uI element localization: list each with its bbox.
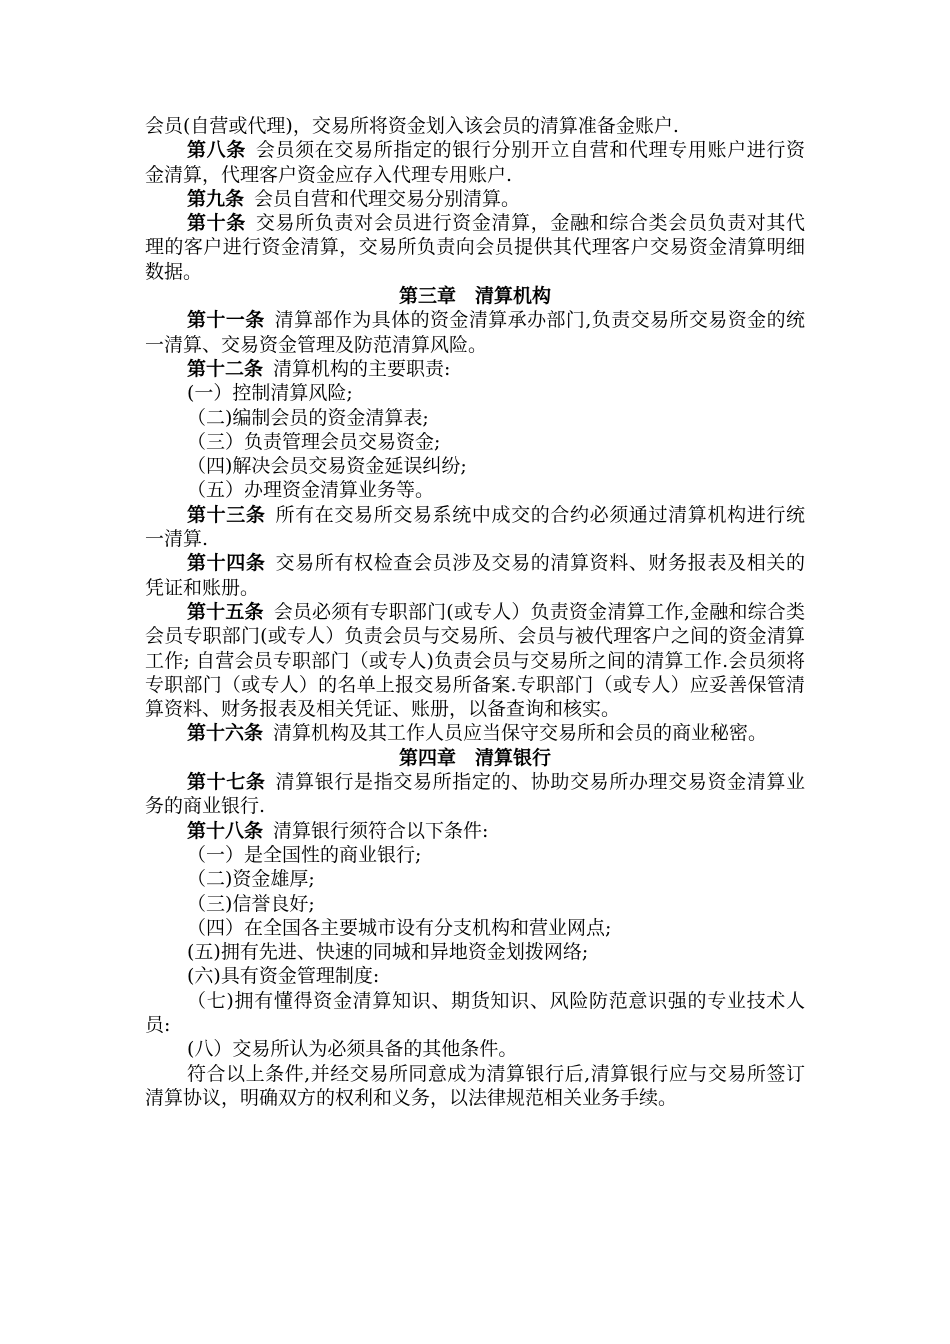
chapter-heading: 第四章 清算银行 — [398, 746, 551, 769]
article-10 — [145, 211, 805, 284]
article-text: 清算银行须符合以下条件: — [273, 819, 489, 842]
closing-paragraph: 符合以上条件,并经交易所同意成为清算银行后,清算银行应与交易所签订清算协议，明确双方的权利和义务，以法律规范相关业务手续。 — [145, 1062, 805, 1109]
article-label: 第十条 — [187, 212, 246, 235]
article-text: 清算银行是指交易所指定的、协助交易所办理交易资金清算业务的商业银行. — [145, 771, 805, 818]
article-label: 第九条 — [187, 187, 245, 210]
article-text: 清算机构及其工作人员应当保守交易所和会员的商业秘密。 — [273, 722, 768, 745]
article-label: 第十一条 — [187, 309, 265, 332]
article-label: 第十四条 — [187, 552, 266, 575]
article-text: 交易所负责对会员进行资金清算，金融和综合类会员负责对其代理的客户进行资金清算，交易所负责向会员提供其代理客户交易资金清算明细数据。 — [145, 212, 805, 283]
article-label: 第十三条 — [187, 503, 266, 526]
list-item: （一）是全国性的商业银行; — [187, 843, 422, 866]
article-15 — [145, 600, 805, 721]
article-8 — [145, 138, 805, 187]
list-item: （二)资金雄厚; — [187, 868, 315, 891]
lead-paragraph: 会员(自营或代理)，交易所将资金划入该会员的清算准备金账户. — [145, 115, 679, 137]
article-label: 第十六条 — [187, 722, 264, 745]
article-text: 交易所有权检查会员涉及交易的清算资料、财务报表及相关的凭证和账册。 — [145, 552, 805, 599]
article-label: 第十八条 — [187, 819, 264, 842]
list-item: （二)编制会员的资金清算表; — [187, 406, 429, 429]
list-item: （五）办理资金清算业务等。 — [187, 479, 435, 502]
article-text: 会员须在交易所指定的银行分别开立自营和代理专用账户进行资金清算，代理客户资金应存入代理专用账户. — [145, 139, 805, 186]
chapter-heading: 第三章 清算机构 — [398, 285, 551, 308]
article-label: 第十二条 — [187, 357, 264, 380]
list-item: (一）控制清算风险; — [187, 382, 353, 405]
article-label: 第十五条 — [187, 600, 264, 623]
article-text: 所有在交易所交易系统中成交的合约必须通过清算机构进行统一清算. — [145, 503, 805, 551]
document-body — [145, 114, 805, 1110]
article-label: 第十七条 — [187, 771, 266, 794]
article-text: 会员必须有专职部门(或专人）负责资金清算工作,金融和综合类会员专职部门(或专人）负责会员与交易所、会员与被代理客户之间的资金清算工作; 自营会员专职部门（或专人)负责会员与交易所之间的清算工作.会员须将专职部门（或专人）的名单上报交易所备案.专职部门（或专人）应妥善保管清算资料、财务报表及相关凭证、账册，以备查询和核实。 — [145, 600, 805, 721]
list-item: （三)信誉良好; — [187, 892, 315, 915]
list-item: (八）交易所认为必须具备的其他条件。 — [187, 1038, 518, 1061]
article-9 — [145, 187, 805, 211]
article-label: 第八条 — [187, 139, 246, 162]
article-text: 清算部作为具体的资金清算承办部门,负责交易所交易资金的统一清算、交易资金管理及防范清算风险。 — [145, 309, 805, 356]
article-text: 会员自营和代理交易分别清算。 — [254, 187, 521, 210]
article-text: 清算机构的主要职责: — [273, 357, 451, 380]
list-item: (五)拥有先进、快速的同城和异地资金划拨网络; — [187, 941, 589, 964]
list-item: （四)解决会员交易资金延误纠纷; — [187, 455, 467, 478]
article-12 — [145, 357, 805, 381]
list-item: (六)具有资金管理制度: — [187, 965, 380, 988]
article-11 — [145, 308, 805, 357]
list-item: （三）负责管理会员交易资金; — [187, 430, 441, 453]
list-item: （四）在全国各主要城市设有分支机构和营业网点; — [187, 916, 612, 939]
article-16 — [145, 721, 805, 745]
list-item: （七)拥有懂得资金清算知识、期货知识、风险防范意识强的专业技术人员: — [145, 989, 805, 1036]
article-14 — [145, 551, 805, 600]
article-18 — [145, 819, 805, 843]
article-13 — [145, 503, 805, 552]
article-17 — [145, 770, 805, 819]
